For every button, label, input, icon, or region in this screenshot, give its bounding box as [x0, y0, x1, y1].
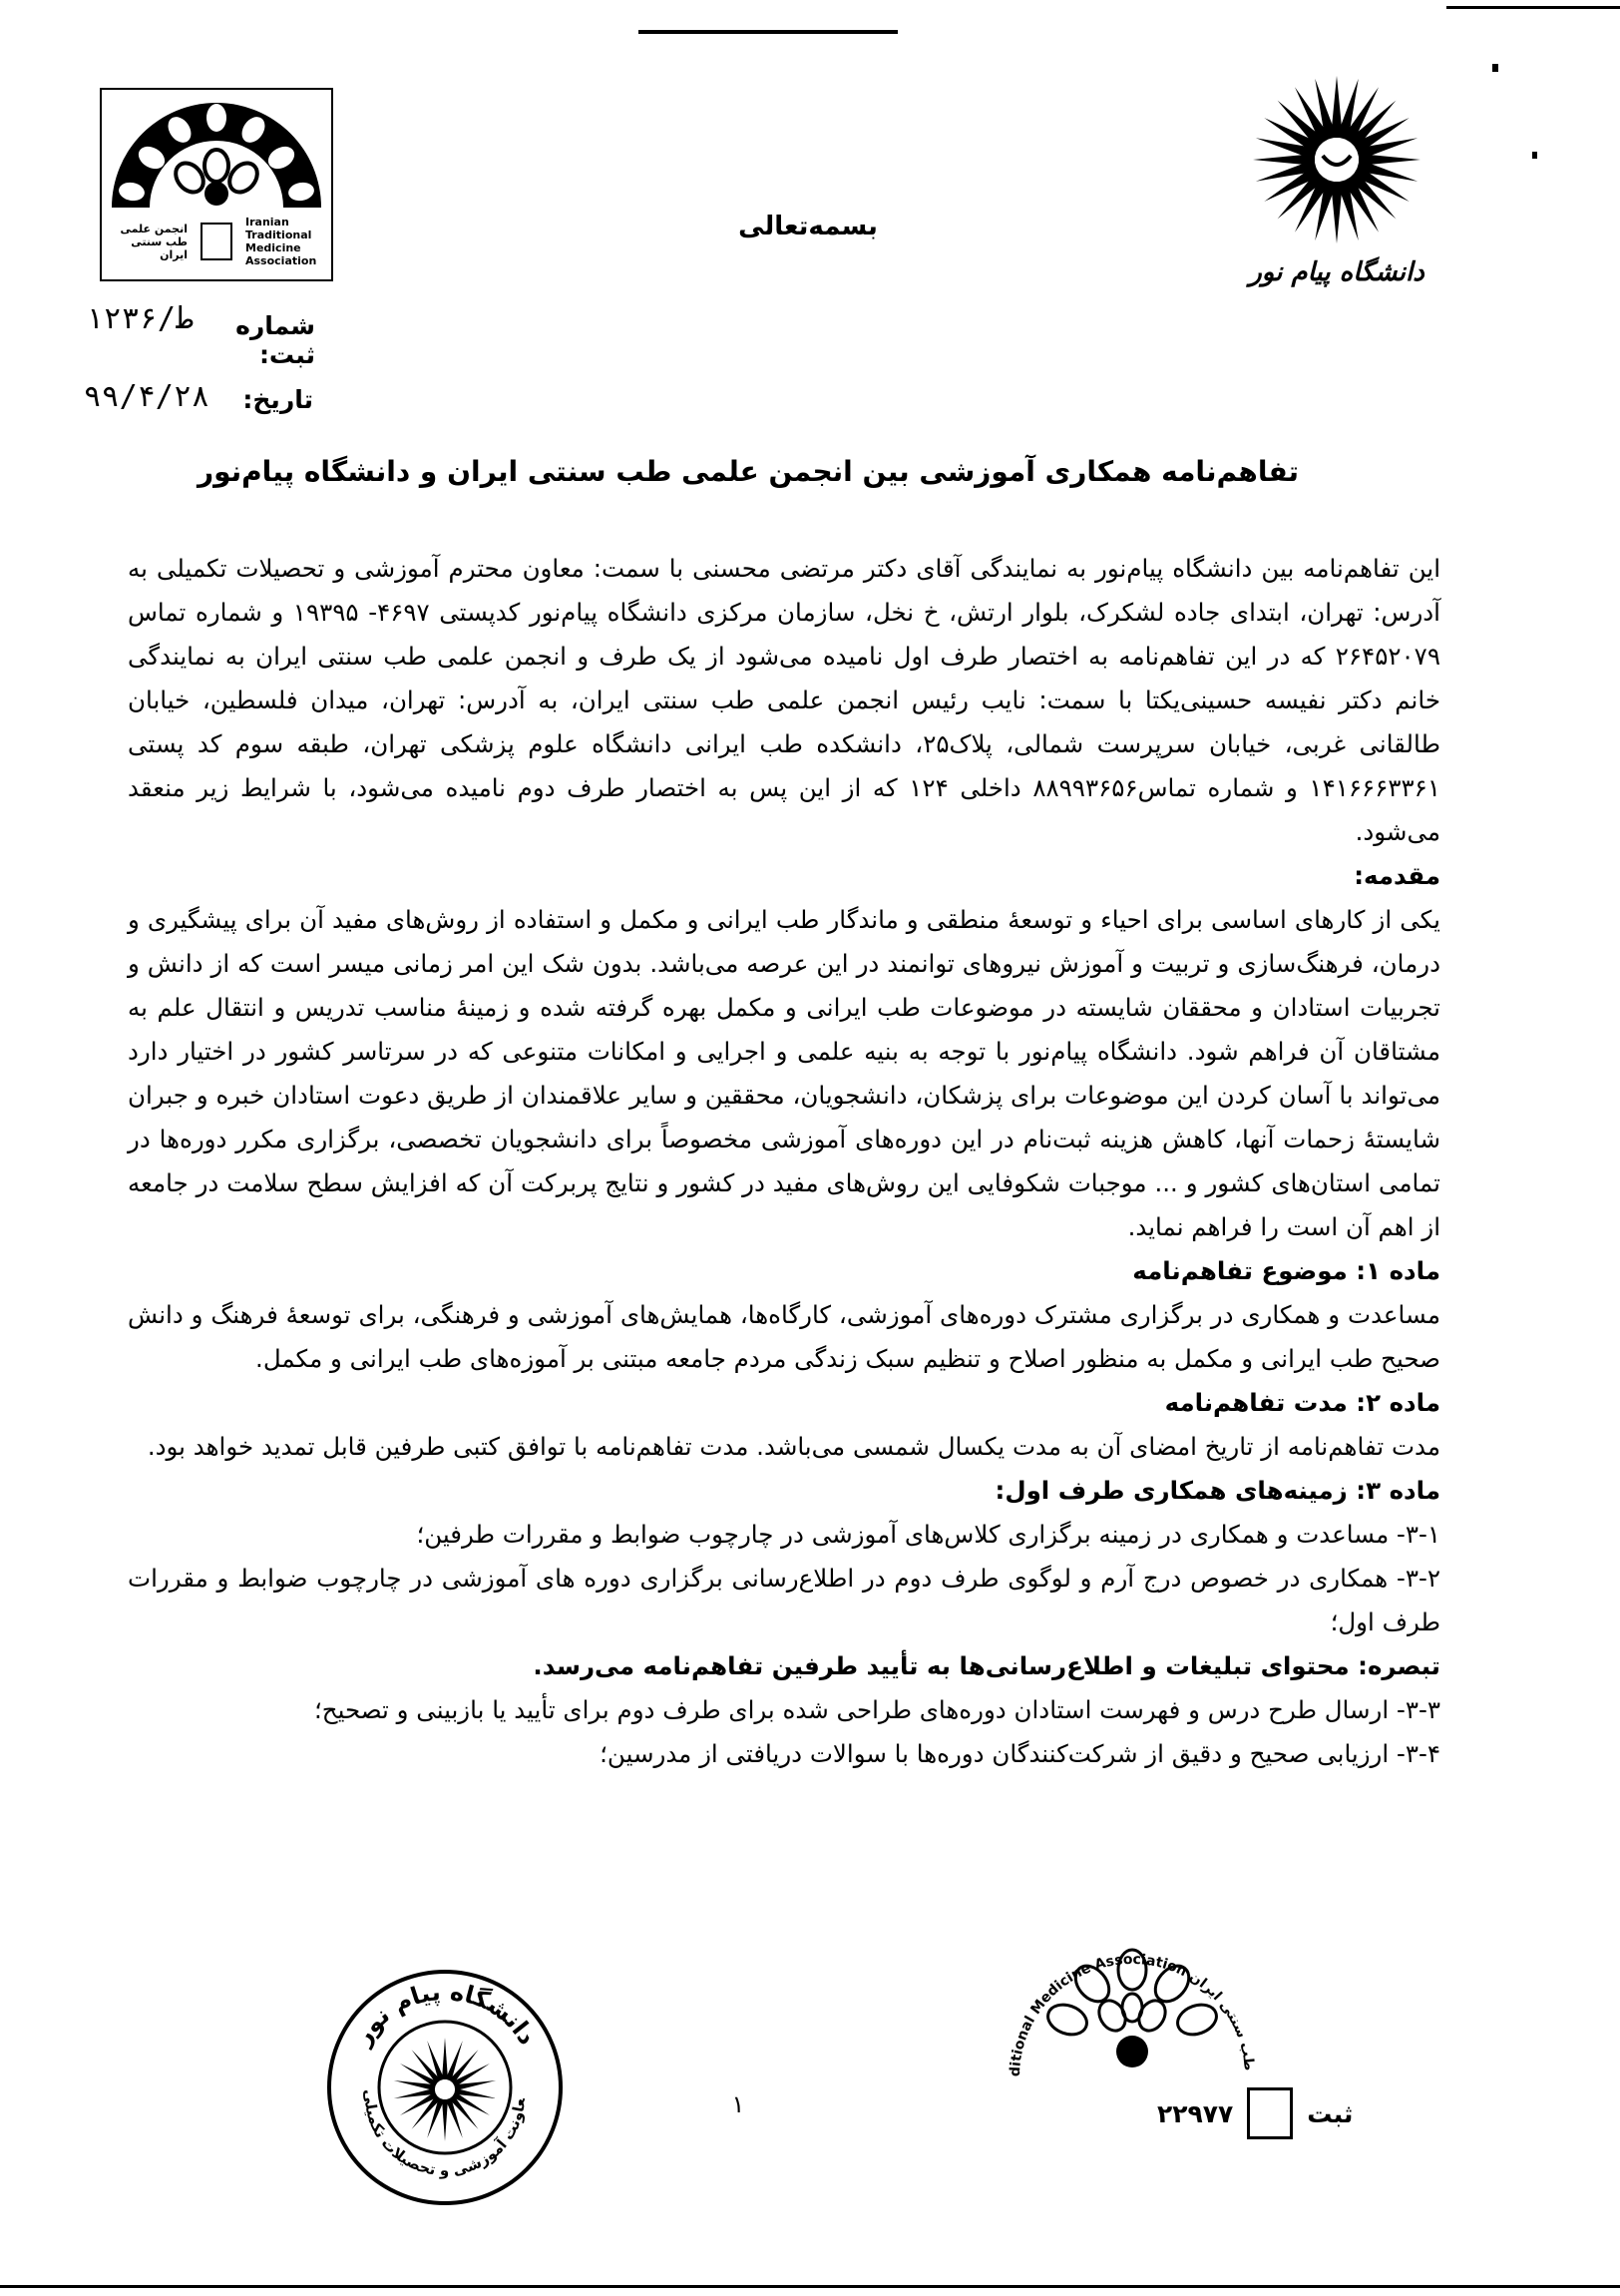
preface-paragraph: یکی از کارهای اساسی برای احیاء و توسعهٔ منطقی و ماندگار طب ایرانی و مکمل و استفاده از روش‌های مفید آن برای پیشگیری و درمان، فرهنگ‌سازی و تربیت و آموزش نیروهای توانمند در این عرصه می‌باشد. بدون شک این امر زمانی میسر است که از دانش و تجربیات استادان و محققان شایسته در موضوعات طب ایرانی و مکمل بهره گرفته شده و زمینهٔ مناسب تدریس و انتقال علم به مشتاقان آن فراهم شود. دانشگاه پیام‌نور با توجه به بنیه علمی و اجرایی و امکانات متنوعی که در سرتاسر کشور در اختیار دارد می‌تواند با آسان کردن این موضوعات برای پزشکان، دانشجویان، محققین و سایر علاقمندان از طریق دعوت استادان خبره و جبران شایستهٔ زحمات آنها، کاهش هزینه ثبت‌نام در این دوره‌های آموزشی مخصوصاً برای دانشجویان تخصصی، برگزاری مکرر دوره‌ها در تمامی استان‌های کشور و ... موجبات شکوفایی این روش‌های مفید در کشور و نتایج پربرکت آن که افزایش سطح سلامت در جامعه از اهم آن است را فراهم نماید.	[128, 905, 1440, 1241]
scan-artifact-bottom	[0, 2285, 1620, 2288]
association-logo	[100, 88, 333, 281]
scan-artifact-dot	[1492, 64, 1498, 72]
basmala-heading: بسمه‌تعالی	[738, 212, 878, 241]
article2-heading: ماده ۲: مدت تفاهم‌نامه	[1164, 1388, 1440, 1417]
scan-artifact-top	[638, 30, 898, 34]
stamp-university-bottom: عاونت آموزشی و تحصیلات تکمیلی	[360, 2088, 530, 2180]
association-stamp	[998, 1912, 1267, 2081]
stamp-reg-number: ۲۲۹۷۷	[1157, 2098, 1234, 2128]
note: تبصره: محتوای تبلیغات و اطلاع‌رسانی‌ها به تأیید طرفین تفاهم‌نامه می‌رسد.	[533, 1651, 1440, 1680]
intro-paragraph: این تفاهم‌نامه بین دانشگاه پیام‌نور به نمایندگی آقای دکتر مرتضی محسنی با سمت: معاون محترم آموزشی و تحصیلات تکمیلی به آدرس: تهران، ابتدای جاده لشکرک، بلوار ارتش، خ نخل، سازمان مرکزی دانشگاه پیام‌نور کدپستی ۴۶۹۷- ۱۹۳۹۵ و شماره تماس ۲۶۴۵۲۰۷۹ که در این تفاهم‌نامه به اختصار طرف اول نامیده می‌شود از یک طرف و انجمن علمی طب سنتی ایران به نمایندگی خانم دکتر نفیسه حسینی‌یکتا با سمت: نایب رئیس انجمن علمی طب سنتی ایران، به آدرس: تهران، میدان فلسطین، خیابان طالقانی غربی، خیابان سرپرست شمالی، پلاک۲۵، دانشکده طب ایرانی دانشگاه علوم پزشکی تهران، طبقه سوم کد پستی ۱۴۱۶۶۶۳۳۶۱ و شماره تماس۸۸۹۹۳۶۵۶ داخلی ۱۲۴ که از این پس به اختصار طرف دوم نامیده می‌شود، با شرایط زیر منعقد می‌شود.	[128, 554, 1440, 846]
stamp-association-ring: طب سنتی ایران ditional Medicine Association	[1007, 1951, 1257, 2077]
item-3-2: ۳-۲- همکاری در خصوص درج آرم و لوگوی طرف دوم در اطلاع‌رسانی برگزاری دوره های آموزشی در چارچوب ضوابط و مقررات طرف اول؛	[128, 1564, 1440, 1636]
stamp-reg-box-icon	[1247, 2087, 1293, 2139]
association-caption-en: Iranian Traditional Medicine Association	[245, 216, 317, 267]
date-value: ۹۹/۴/۲۸	[83, 379, 209, 414]
scan-artifact-dot	[1532, 152, 1537, 159]
scan-artifact-top-right	[1446, 6, 1620, 9]
preface-heading: مقدمه:	[1354, 861, 1440, 890]
article1-heading: ماده ۱: موضوع تفاهم‌نامه	[1132, 1256, 1440, 1285]
item-3-3: ۳-۳- ارسال طرح درس و فهرست استادان دوره‌های طراحی شده برای طرف دوم برای تأیید یا بازبینی و تصحیح؛	[314, 1695, 1440, 1724]
date-label: تاریخ:	[242, 385, 313, 414]
association-emblem-icon	[102, 90, 331, 210]
article2-paragraph: مدت تفاهم‌نامه از تاریخ امضای آن به مدت یکسال شمسی می‌باشد. مدت تفاهم‌نامه با توافق کتبی طرفین قابل تمدید خواهد بود.	[147, 1432, 1440, 1461]
stamp-university-top: دانشگاه پیام نور	[348, 1977, 542, 2051]
stamp-registration	[1157, 2087, 1353, 2139]
item-3-1: ۳-۱- مساعدت و همکاری در زمینه برگزاری کلاس‌های آموزشی در چارچوب ضوابط و مقررات طرفین؛	[416, 1520, 1440, 1549]
university-logo-text: دانشگاه پیام نور	[1249, 257, 1424, 287]
association-stamp-icon	[998, 1912, 1267, 2081]
registration-value: ۱۲۳۶/ط	[85, 301, 194, 336]
page-number: ۱	[731, 2090, 745, 2118]
document-body	[128, 547, 1440, 1776]
svg-text:دانشگاه پیام نور	[348, 1978, 542, 2051]
item-3-4: ۳-۴- ارزیابی صحیح و دقیق از شرکت‌کنندگان دوره‌ها با سوالات دریافتی از مدرسین؛	[600, 1739, 1440, 1768]
article1-paragraph: مساعدت و همکاری در برگزاری مشترک دوره‌های آموزشی، کارگاه‌ها، همایش‌های آموزشی و فرهنگی، برای توسعهٔ فرهنگ و دانش صحیح طب ایرانی و مکمل به منظور اصلاح و تنظیم سبک زندگی مردم جامعه مبتنی بر آموزه‌های طب ایرانی و مکمل.	[128, 1300, 1440, 1373]
article3-heading: ماده ۳: زمینه‌های همکاری طرف اول:	[995, 1476, 1440, 1505]
university-stamp-icon	[325, 1968, 565, 2207]
association-logo-caption	[102, 210, 331, 267]
document-title: تفاهم‌نامه همکاری آموزشی بین انجمن علمی طب سنتی ایران و دانشگاه پیام‌نور	[197, 455, 1300, 488]
sunflower-emblem-icon	[1237, 68, 1436, 257]
university-stamp	[325, 1968, 565, 2207]
association-caption-fa: انجمن علمی طب سنتی ایران	[120, 222, 188, 261]
stamp-sunflower-icon	[393, 2038, 496, 2141]
association-caption-box-icon	[201, 223, 232, 260]
stamp-reg-label: ثبت	[1307, 2098, 1354, 2128]
payame-noor-logo	[1237, 68, 1436, 327]
registration-label: شماره ثبت:	[235, 311, 315, 369]
